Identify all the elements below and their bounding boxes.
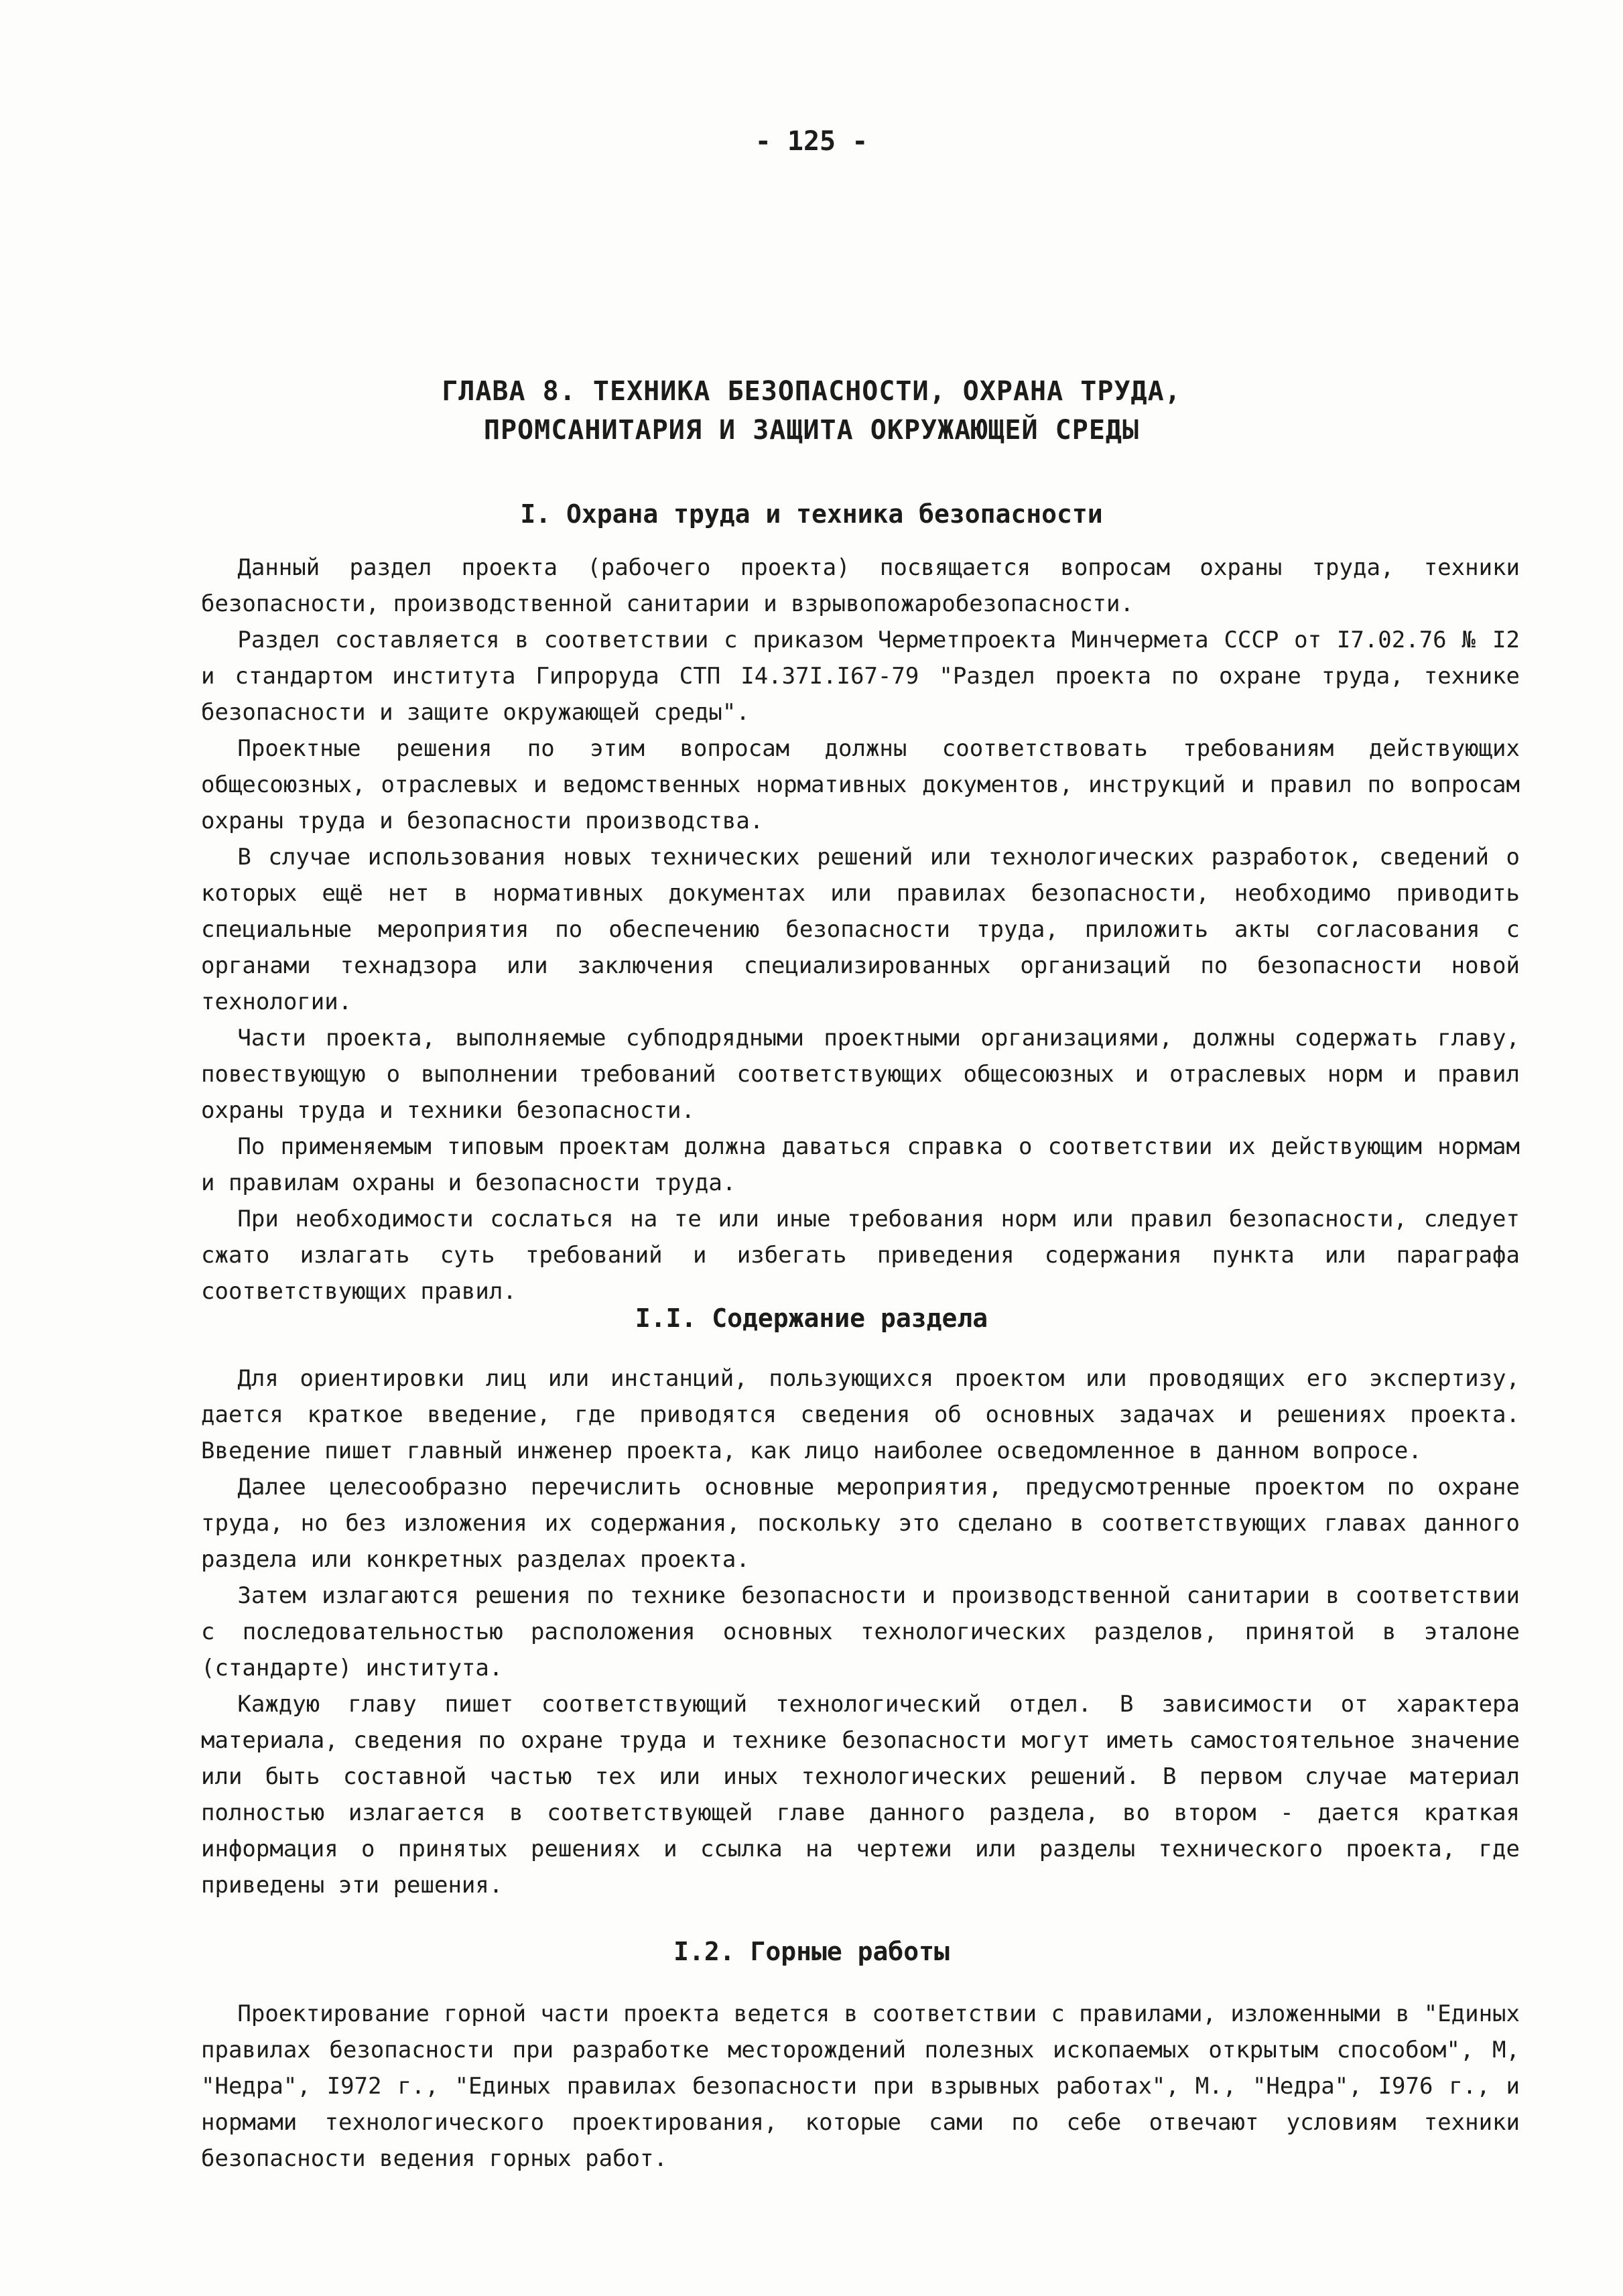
- paragraph: Раздел составляется в соответствии с приказом Черметпроекта Минчермета СССР от I7.02.76 № I2 и стандартом института Гипроруда СТП I4.37I.I67-79 "Раздел проекта по охране труда, технике безопасности и защите окружающей среды".: [201, 627, 1520, 726]
- paragraph: Части проекта, выполняемые субподрядными проектными организациями, должны содержать главу, повествующую о выполнении требований соответствующих общесоюзных и отраслевых норм и правил охраны труда и техники безопасности.: [201, 1025, 1520, 1124]
- section-heading-labor-safety: I. Охрана труда и техника безопасности: [520, 499, 1103, 529]
- section-labor-safety-body: [201, 550, 1520, 1310]
- paragraph: Данный раздел проекта (рабочего проекта) посвящается вопросам охраны труда, техники безопасности, производственной санитарии и взрывопожаробезопасности.: [201, 554, 1520, 617]
- paragraph: Для ориентировки лиц или инстанций, пользующихся проектом или проводящих его экспертизу, дается краткое введение, где приводятся сведения об основных задачах и решениях проекта. Введение пишет главный инженер проекта, как лицо наиболее осведомленное в данном вопросе.: [201, 1365, 1520, 1464]
- paragraph: Проектирование горной части проекта ведется в соответствии с правилами, изложенными в "Единых правилах безопасности при разработке месторождений полезных ископаемых открытым способом", М, "Недра", I972 г., "Единых правилах безопасности при взрывных работах", М., "Недра", I976 г., и нормами технологического проектирования, которые сами по себе отвечают условиям техники безопасности ведения горных работ.: [201, 2000, 1520, 2172]
- section-heading-mining: I.2. Горные работы: [673, 1937, 950, 1966]
- paragraph: При необходимости сослаться на те или иные требования норм или правил безопасности, следует сжато излагать суть требований и избегать приведения содержания пункта или параграфа соответствующих правил.: [201, 1206, 1520, 1305]
- section-mining-body: [201, 1996, 1520, 2177]
- paragraph: Каждую главу пишет соответствующий технологический отдел. В зависимости от характера материала, сведения по охране труда и технике безопасности могут иметь самостоятельное значение или быть составной частью тех или иных технологических решений. В первом случае материал полностью излагается в соответствующей главе данного раздела, во втором - дается краткая информация о принятых решениях и ссылка на чертежи или разделы технического проекта, где приведены эти решения.: [201, 1691, 1520, 1899]
- paragraph: По применяемым типовым проектам должна даваться справка о соответствии их действующим нормам и правилам охраны и безопасности труда.: [201, 1133, 1520, 1196]
- paragraph: Проектные решения по этим вопросам должны соответствовать требованиям действующих общесоюзных, отраслевых и ведомственных нормативных документов, инструкций и правил по вопросам охраны труда и безопасности производства.: [201, 735, 1520, 834]
- page-number: - 125 -: [755, 126, 868, 157]
- paragraph: Затем излагаются решения по технике безопасности и производственной санитарии в соответствии с последовательностью расположения основных технологических разделов, принятой в эталоне (стандарте) института.: [201, 1582, 1520, 1681]
- paragraph: Далее целесообразно перечислить основные мероприятия, предусмотренные проектом по охране труда, но без изложения их содержания, поскольку это сделано в соответствующих главах данного раздела или конкретных разделах проекта.: [201, 1474, 1520, 1573]
- chapter-title-line-1: ГЛАВА 8. ТЕХНИКА БЕЗОПАСНОСТИ, ОХРАНА ТРУДА,: [442, 376, 1181, 407]
- section-content-body: [201, 1360, 1520, 1903]
- section-heading-content: I.I. Содержание раздела: [635, 1303, 988, 1333]
- chapter-title: [201, 372, 1422, 450]
- paragraph: В случае использования новых технических решений или технологических разработок, сведений о которых ещё нет в нормативных документах или правилах безопасности, необходимо приводить специальные мероприятия по обеспечению безопасности труда, приложить акты согласования с органами технадзора или заключения специализированных организаций по безопасности новой технологии.: [201, 844, 1520, 1015]
- chapter-title-line-2: ПРОМСАНИТАРИЯ И ЗАЩИТА ОКРУЖАЮЩЕЙ СРЕДЫ: [483, 415, 1140, 446]
